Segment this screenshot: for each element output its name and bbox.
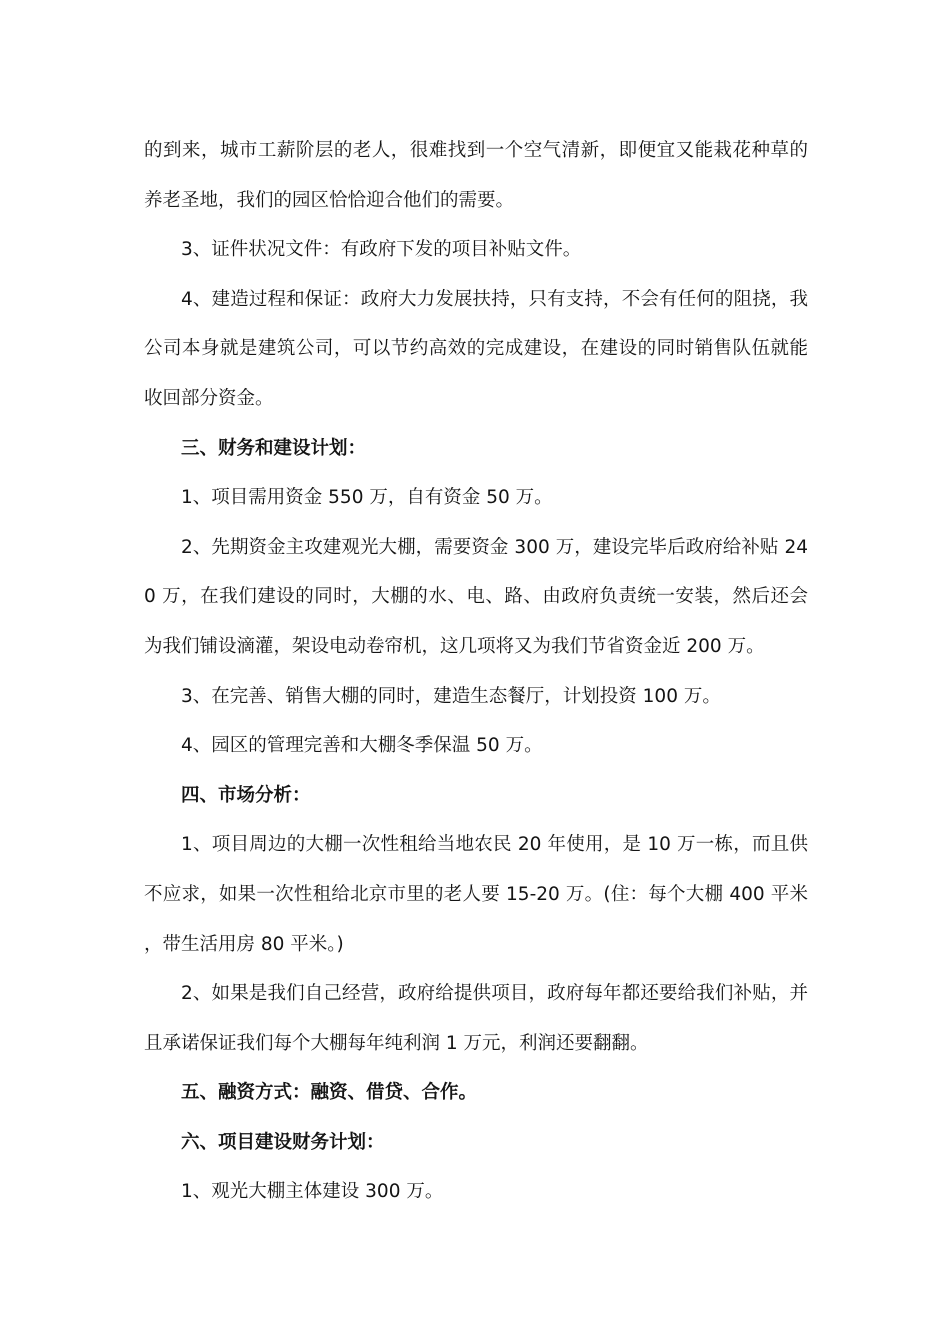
paragraph-management-insulation: 4、园区的管理完善和大棚冬季保温 50 万。 xyxy=(181,735,543,757)
paragraph-intro-continuation: 的到来，城市工薪阶层的老人，很难找到一个空气清新，即便宜又能栽花种草的养老圣地，我们的园区恰恰迎合他们的需要。 xyxy=(144,140,808,211)
paragraph-greenhouse-rental: 1、项目周边的大棚一次性租给当地农民 20 年使用，是 10 万一栋，而且供不应求，如果一次性租给北京市里的老人要 15-20 万。(住：每个大棚 400 平米，带生活用房 80 平米。) xyxy=(144,834,808,955)
section-heading-financing-methods: 五、融资方式：融资、借贷、合作。 xyxy=(181,1082,478,1104)
paragraph-funding-required: 1、项目需用资金 550 万，自有资金 50 万。 xyxy=(181,487,553,509)
paragraph-eco-restaurant: 3、在完善、销售大棚的同时，建造生态餐厅，计划投资 100 万。 xyxy=(181,685,721,707)
section-heading-construction-finance: 六、项目建设财务计划： xyxy=(181,1131,385,1153)
paragraph-certificate-status: 3、证件状况文件：有政府下发的项目补贴文件。 xyxy=(181,239,582,261)
section-heading-market-analysis: 四、市场分析： xyxy=(181,784,311,806)
paragraph-greenhouse-construction: 1、观光大棚主体建设 300 万。 xyxy=(181,1181,444,1203)
paragraph-early-funding: 2、先期资金主攻建观光大棚，需要资金 300 万，建设完毕后政府给补贴 240 万，在我们建设的同时，大棚的水、电、路、由政府负责统一安装，然后还会为我们铺设滴灌，架设电动卷帘机，这几项将又为我们节省资金近 200 万。 xyxy=(144,536,808,657)
section-heading-finance-plan: 三、财务和建设计划： xyxy=(181,437,367,459)
paragraph-construction-guarantee: 4、建造过程和保证：政府大力发展扶持，只有支持，不会有任何的阻挠，我公司本身就是建筑公司，可以节约高效的完成建设，在建设的同时销售队伍就能收回部分资金。 xyxy=(144,288,808,409)
paragraph-self-operation: 2、如果是我们自己经营，政府给提供项目，政府每年都还要给我们补贴，并且承诺保证我们每个大棚每年纯利润 1 万元，利润还要翻翻。 xyxy=(144,983,808,1054)
document-body xyxy=(144,126,808,1217)
